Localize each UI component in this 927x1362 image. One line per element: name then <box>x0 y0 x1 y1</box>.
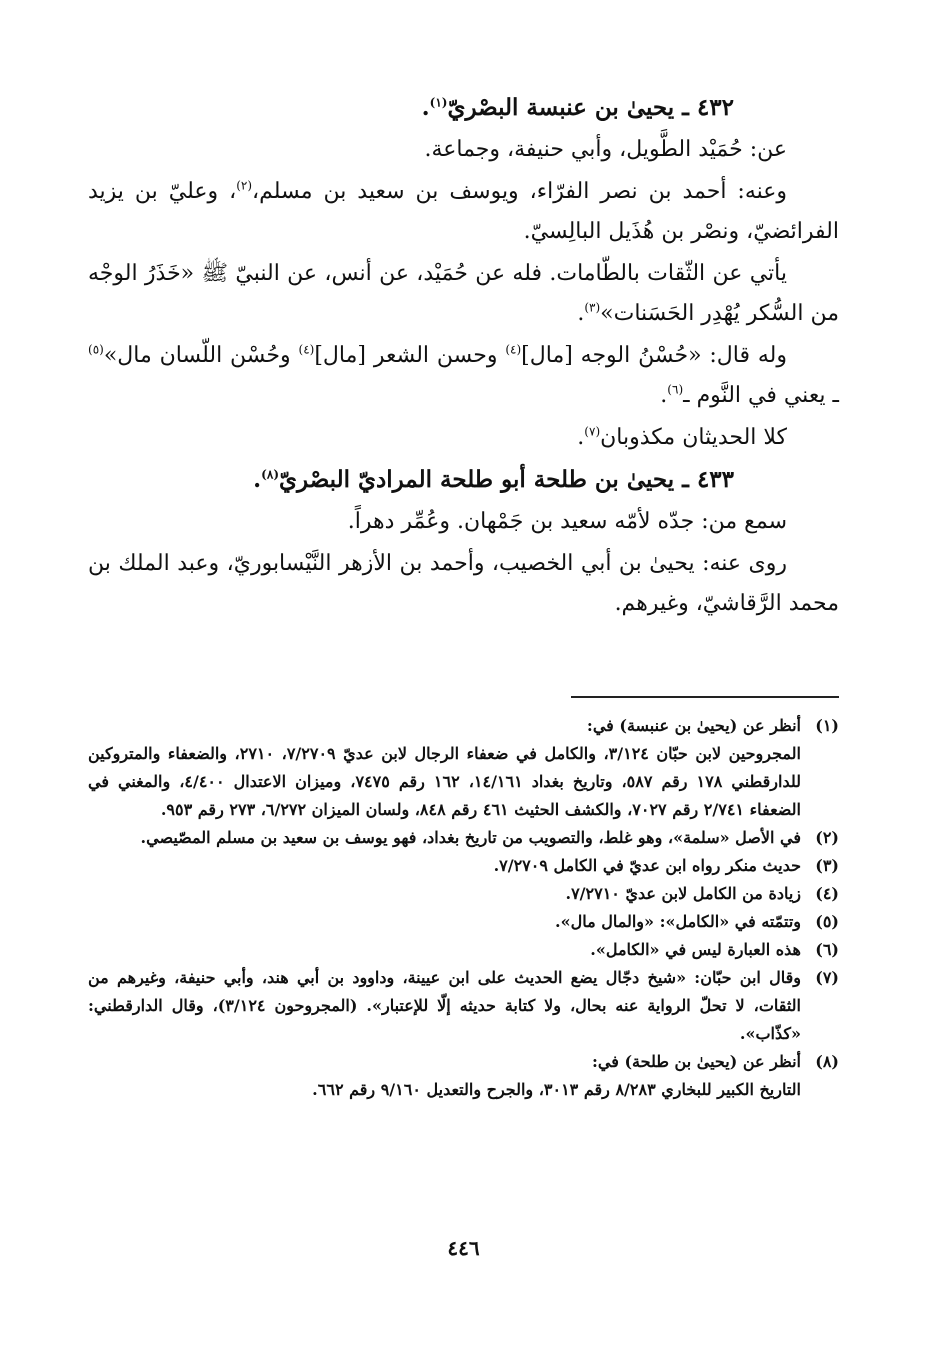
punctuation: . <box>577 301 585 326</box>
footnote-text <box>88 964 801 1048</box>
footnote-line: زيادة من الكامل لابن عديّ ٧/٢٧١٠. <box>565 884 801 903</box>
footnote-2 <box>88 824 839 852</box>
verdict-text: كلا الحديثان مكذوبان <box>600 425 787 450</box>
footnote-ref: (٣) <box>584 300 601 315</box>
entry-433-title: ٤٣٣ ـ يحيىٰ بن طلحة أبو طلحة المراديّ البصْريّ <box>279 466 734 493</box>
entry-432-title: ٤٣٢ ـ يحيىٰ بن عنبسة البصْريّ <box>447 94 734 121</box>
punctuation: . <box>660 383 668 408</box>
footnote-number: (٣) <box>815 856 839 875</box>
footnote-line: هذه العبارة ليس في «الكامل». <box>590 940 801 959</box>
footnote-text <box>88 712 801 824</box>
footnote-ref: (١) <box>429 95 448 110</box>
footnote-number: (١) <box>815 716 839 735</box>
footnote-number: (٧) <box>815 968 839 987</box>
footnote-number: (٤) <box>815 884 839 903</box>
punctuation: . <box>421 94 430 121</box>
footnote-text <box>88 824 801 852</box>
footnote-ref: (٦) <box>667 382 684 397</box>
saying-text: وحسن الشعر [مال] <box>314 343 506 368</box>
entry-432-students <box>88 172 839 252</box>
footnotes <box>88 712 839 1104</box>
footnote-text <box>88 936 801 964</box>
saying-text: ـ يعني في النَّوم ـ <box>683 383 839 408</box>
footnote-4 <box>88 880 839 908</box>
footnote-text <box>88 880 801 908</box>
footnote-8 <box>88 1048 839 1104</box>
entry-433-heading <box>88 460 734 500</box>
footnote-number: (٥) <box>815 912 839 931</box>
page-number: ٤٤٦ <box>447 1236 480 1260</box>
entry-433-narrated: روى عنه: يحيىٰ بن أبي الخصيب، وأحمد بن الأزهر النَّيْسابوريّ، وعبد الملك بن محمد الرَّقاشيّ، وغيرهم. <box>88 551 839 616</box>
footnote-line: وتتمّته في «الكامل»: «والمال مال». <box>555 912 801 931</box>
footnote-line: أنظر عن (يحيىٰ بن طلحة) في: <box>592 1052 801 1071</box>
footnote-line: المجروحين لابن حبّان ٣/١٢٤، والكامل في ضعفاء الرجال لابن عديّ ٧/٢٧٠٩، ٢٧١٠، والضعفاء والمتروكين للدارقطني ١٧٨ رقم ٥٨٧، وتاريخ بغداد ١٤/١٦١، ١٦٢ رقم ٧٤٧٥، وميزان الاعتدال ٤/٤٠٠، والمغني في الضعفاء ٢/٧٤١ رقم ٧٠٢٧، والكشف الحثيث ٤٦١ رقم ٨٤٨، ولسان الميزان ٦/٢٧٢، ٢٧٣ رقم ٩٥٣. <box>88 744 802 819</box>
footnote-number: (٦) <box>815 940 839 959</box>
footnote-text <box>88 852 801 880</box>
footnote-ref: (٧) <box>584 424 601 439</box>
students-text: وعنه: أحمد بن نصر الفرّاء، ويوسف بن سعيد بن مسلم، <box>252 179 787 204</box>
punctuation: . <box>253 466 262 493</box>
footnote-line: وقال ابن حبّان: «شيخ دجّال يضع الحديث على ابن عيينة، وداوود بن أبي هند، وأبي حنيفة، وغيرهم من الثقات، لا تحلّ الرواية عنه بحال، ولا كتابة حديثه إلّا للإعتبار». (المجروحون ٣/١٢٤)، وقال الدارقطني: «كذّاب». <box>88 968 801 1043</box>
entry-433-heard: سمع من: جدّه لأمّه سعيد بن جَمْهان. وعُمِّر دهراً. <box>347 509 787 534</box>
footnote-ref: (٥) <box>88 342 104 357</box>
footnote-1 <box>88 712 839 824</box>
footnote-line: التاريخ الكبير للبخاري ٨/٢٨٣ رقم ٣٠١٣، والجرح والتعديل ٩/١٦٠ رقم ٦٦٢. <box>312 1080 801 1099</box>
entry-432-verdict <box>88 418 787 458</box>
footnote-line: في الأصل «سلمة»، وهو غلط، والتصويب من تاريخ بغداد، فهو يوسف بن سعيد بن مسلم المصّيصي. <box>140 828 801 847</box>
footnote-ref: (٨) <box>261 467 279 482</box>
narration-text: يأتي عن الثّقات بالطّامات. فله عن حُمَيْد، عن أنس، عن النبيّ ﷺ «خَذَرُ الوجْه من السُّكر يُهْدِر الحَسَنات» <box>88 261 839 326</box>
footnote-7 <box>88 964 839 1048</box>
entry-432-narration <box>88 254 839 334</box>
main-text <box>88 88 839 626</box>
footnote-number: (٨) <box>815 1052 839 1071</box>
footnote-line: أنظر عن (يحيىٰ بن عنبسة) في: <box>586 716 801 735</box>
footnote-separator <box>571 696 839 698</box>
punctuation: . <box>577 425 585 450</box>
saying-text: وله قال: «حُسْنُ الوجه [مال] <box>521 343 787 368</box>
entry-432-teachers: عن: حُمَيْد الطَّويل، وأبي حنيفة، وجماعة. <box>424 137 787 162</box>
footnote-ref: (٢) <box>236 178 253 193</box>
footnote-ref: (٤) <box>505 342 522 357</box>
footnote-5 <box>88 908 839 936</box>
footnote-ref: (٤) <box>298 342 315 357</box>
footnote-text <box>88 1048 801 1104</box>
students-text-cont: ، وعليّ بن يزيد الفرائضيّ، ونصْر بن هُذَيل البالِسيّ. <box>88 179 839 244</box>
footnote-6 <box>88 936 839 964</box>
entry-432-heading <box>88 88 734 128</box>
saying-text: وحُسْن اللّسان مال» <box>103 343 299 368</box>
footnote-line: حديث منكر رواه ابن عديّ في الكامل ٧/٢٧٠٩. <box>493 856 801 875</box>
footnote-number: (٢) <box>815 828 839 847</box>
footnote-3 <box>88 852 839 880</box>
entry-432-saying <box>88 336 839 416</box>
footnote-text <box>88 908 801 936</box>
